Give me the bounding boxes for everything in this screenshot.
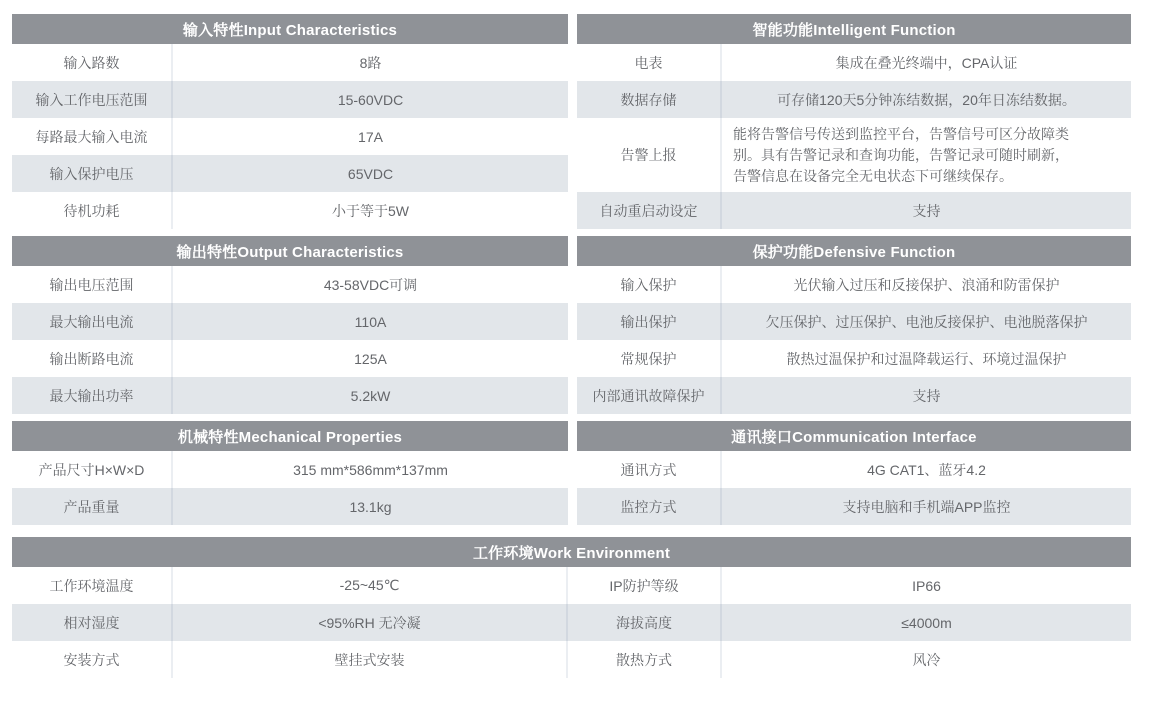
- table-row: [12, 340, 568, 377]
- spec-label: 产品尺寸H×W×D: [12, 451, 173, 488]
- spec-value: 能将告警信号传送到监控平台，告警信号可区分故障类别。具有告警记录和查询功能，告警记录可随时刷新，告警信息在设备完全无电状态下可继续保存。: [733, 125, 1069, 184]
- spec-label: 产品重量: [12, 488, 173, 525]
- table-row: [12, 266, 568, 303]
- table-row: [12, 155, 568, 192]
- spec-value: 125A: [354, 350, 387, 367]
- spec-value: 65VDC: [347, 165, 394, 182]
- spec-value: 支持电脑和手机端APP监控: [842, 498, 1011, 515]
- table-row: [12, 604, 1131, 641]
- spec-label: 自动重启动设定: [577, 192, 722, 229]
- spec-label: 海拔高度: [568, 604, 722, 641]
- spec-label: 工作环境温度: [12, 567, 173, 604]
- spec-label: 相对湿度: [12, 604, 173, 641]
- spec-value: 17A: [358, 128, 383, 145]
- spec-value: 4G CAT1、蓝牙4.2: [867, 461, 986, 478]
- work-environment-header: 工作环境Work Environment: [12, 537, 1131, 567]
- spec-label: 输入工作电压范围: [12, 81, 173, 118]
- table-row: [577, 44, 1131, 81]
- input-characteristics-table: [12, 14, 568, 229]
- spec-value: 15-60VDC: [337, 91, 404, 108]
- spec-label: 输入保护: [577, 266, 722, 303]
- spec-value: 壁挂式安装: [173, 641, 568, 678]
- spec-value: 315 mm*586mm*137mm: [293, 461, 448, 478]
- spec-value: 小于等于5W: [332, 202, 409, 219]
- spec-value: 13.1kg: [349, 498, 392, 515]
- spec-label: 内部通讯故障保护: [577, 377, 722, 414]
- defensive-function-header: 保护功能Defensive Function: [577, 236, 1131, 266]
- spec-value: 支持: [912, 202, 941, 219]
- spec-label: 输出电压范围: [12, 266, 173, 303]
- spec-value: IP66: [912, 577, 941, 594]
- spec-label: 输入路数: [12, 44, 173, 81]
- spec-value: -25~45℃: [173, 567, 568, 604]
- output-characteristics-table: [12, 236, 568, 414]
- spec-value: 110A: [354, 313, 387, 330]
- spec-columns: [12, 14, 1131, 525]
- spec-label: 告警上报: [577, 118, 722, 192]
- table-row: [577, 488, 1131, 525]
- table-row: [577, 192, 1131, 229]
- spec-value: 43-58VDC可调: [323, 276, 418, 293]
- spec-value: 5.2kW: [350, 387, 391, 404]
- table-row: [577, 451, 1131, 488]
- spec-label: 输入保护电压: [12, 155, 173, 192]
- table-row: [577, 340, 1131, 377]
- table-row: [577, 303, 1131, 340]
- spec-label: 待机功耗: [12, 192, 173, 229]
- output-characteristics-header: 输出特性Output Characteristics: [12, 236, 568, 266]
- spec-value: 8路: [359, 54, 382, 71]
- mechanical-properties-header: 机械特性Mechanical Properties: [12, 421, 568, 451]
- spec-label: 电表: [577, 44, 722, 81]
- table-row: [577, 377, 1131, 414]
- spec-value: 光伏输入过压和反接保护、浪涌和防雷保护: [793, 276, 1060, 293]
- table-row: [12, 81, 568, 118]
- spec-label: 每路最大输入电流: [12, 118, 173, 155]
- spec-value: 欠压保护、过压保护、电池反接保护、电池脱落保护: [765, 313, 1088, 330]
- spec-label: 最大输出功率: [12, 377, 173, 414]
- mechanical-properties-table: [12, 421, 568, 525]
- spec-label: 输出保护: [577, 303, 722, 340]
- table-row: [12, 488, 568, 525]
- intelligent-function-table: [577, 14, 1131, 229]
- communication-interface-table: [577, 421, 1131, 525]
- spec-value: 支持: [912, 387, 941, 404]
- spec-label: 监控方式: [577, 488, 722, 525]
- table-row: [577, 118, 1131, 192]
- table-row: [12, 118, 568, 155]
- spec-label: 安装方式: [12, 641, 173, 678]
- spec-label: 输出断路电流: [12, 340, 173, 377]
- table-row: [12, 44, 568, 81]
- spec-value: <95%RH 无冷凝: [173, 604, 568, 641]
- table-row: [12, 303, 568, 340]
- table-row: [12, 192, 568, 229]
- work-environment-table: [12, 537, 1131, 678]
- table-row: [12, 567, 1131, 604]
- spec-value: 散热过温保护和过温降载运行、环境过温保护: [786, 350, 1067, 367]
- spec-label: 数据存储: [577, 81, 722, 118]
- spec-label: IP防护等级: [568, 567, 722, 604]
- spec-label: 散热方式: [568, 641, 722, 678]
- communication-interface-header: 通讯接口Communication Interface: [577, 421, 1131, 451]
- right-column: [577, 14, 1131, 525]
- spec-value: 风冷: [912, 651, 941, 668]
- left-column: [12, 14, 568, 525]
- spec-label: 常规保护: [577, 340, 722, 377]
- spec-label: 最大输出电流: [12, 303, 173, 340]
- table-row: [12, 641, 1131, 678]
- spec-value: 集成在叠光终端中，CPA认证: [835, 54, 1018, 71]
- spec-value: ≤4000m: [901, 614, 952, 631]
- table-row: [577, 81, 1131, 118]
- spec-value: 可存储120天5分钟冻结数据，20年日冻结数据。: [777, 91, 1076, 108]
- table-row: [577, 266, 1131, 303]
- input-characteristics-header: 输入特性Input Characteristics: [12, 14, 568, 44]
- spec-label: 通讯方式: [577, 451, 722, 488]
- defensive-function-table: [577, 236, 1131, 414]
- table-row: [12, 451, 568, 488]
- intelligent-function-header: 智能功能Intelligent Function: [577, 14, 1131, 44]
- table-row: [12, 377, 568, 414]
